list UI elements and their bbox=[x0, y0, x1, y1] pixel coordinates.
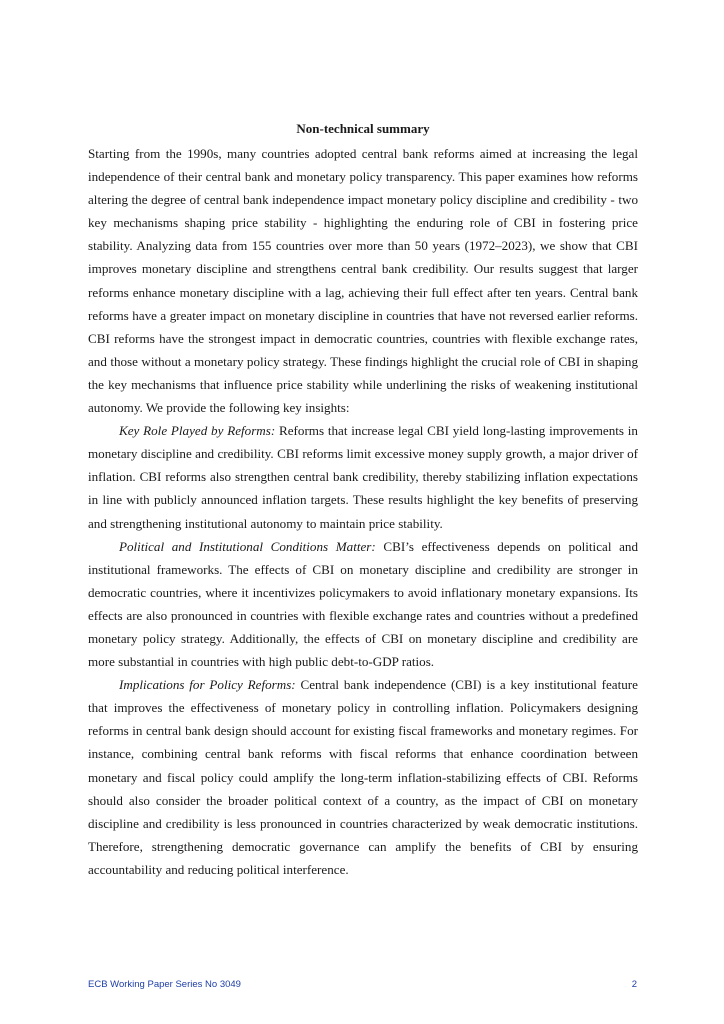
insight-lead-conditions: Political and Institutional Conditions Matter: bbox=[119, 538, 376, 554]
insight-paragraph-reforms bbox=[88, 419, 638, 534]
insight-text-conditions: CBI’s effectiveness depends on political and institutional frameworks. The effects of CBI on monetary discipline and credibility are stronger in democratic countries, where it incentivizes policymakers to avoid inflationary monetary expansions. Its effects are also pronounced in countries with flexible exchange rates and countries without a predefined monetary policy strategy. Additionally, the effects of CBI on monetary discipline and credibility are more substantial in countries with high public debt-to-GDP ratios. bbox=[88, 538, 638, 670]
insight-lead-implications: Implications for Policy Reforms: bbox=[119, 677, 296, 693]
insight-text-implications: Central bank independence (CBI) is a key institutional feature that improves the effectiveness of monetary policy in controlling inflation. Policymakers designing reforms in central bank design should account for existing fiscal frameworks and monetary regimes. For instance, combining central bank reforms with fiscal reforms that enhance coordination between monetary and fiscal policy could amplify the long-term inflation-stabilizing effects of CBI. Reforms should also consider the broader political context of a country, as the impact of CBI on monetary discipline and credibility is less pronounced in countries characterized by weak democratic institutions. Therefore, strengthening democratic governance can amplify the benefits of CBI by ensuring accountability and reducing political interference. bbox=[88, 677, 638, 877]
insight-paragraph-implications bbox=[88, 673, 638, 881]
intro-paragraph-text: Starting from the 1990s, many countries adopted central bank reforms aimed at increasing the legal independence of their central bank and monetary policy transparency. This paper examines how reforms altering the degree of central bank independence impact monetary policy discipline and credibility - two key mechanisms shaping price stability - highlighting the enduring role of CBI in fostering price stability. Analyzing data from 155 countries over more than 50 years (1972–2023), we show that CBI improves monetary discipline and strengthens central bank credibility. Our results suggest that larger reforms enhance monetary discipline with a lag, achieving their full effect after ten years. Central bank reforms have a greater impact on monetary discipline in countries that have not reversed earlier reforms. CBI reforms have the strongest impact in democratic countries, countries with flexible exchange rates, and those without a monetary policy strategy. These findings highlight the crucial role of CBI in shaping the key mechanisms that influence price stability while underlining the risks of weakening institutional autonomy. We provide the following key insights: bbox=[88, 146, 638, 416]
footer-series-label: ECB Working Paper Series No 3049 bbox=[88, 979, 241, 990]
footer-page-number: 2 bbox=[631, 979, 637, 990]
intro-paragraph bbox=[88, 142, 638, 419]
insight-paragraph-conditions bbox=[88, 535, 638, 674]
insight-text-reforms: Reforms that increase legal CBI yield long-lasting improvements in monetary discipline and credibility. CBI reforms limit excessive money supply growth, a major driver of inflation. CBI reforms also strengthen central bank credibility, thereby stabilizing inflation expectations in line with publicly announced inflation targets. These results highlight the key benefits of preserving and strengthening institutional autonomy to maintain price stability. bbox=[88, 423, 638, 531]
summary-page bbox=[88, 119, 638, 881]
insight-lead-reforms: Key Role Played by Reforms: bbox=[119, 423, 276, 439]
page-footer bbox=[88, 979, 638, 993]
section-title: Non-technical summary bbox=[296, 121, 430, 136]
